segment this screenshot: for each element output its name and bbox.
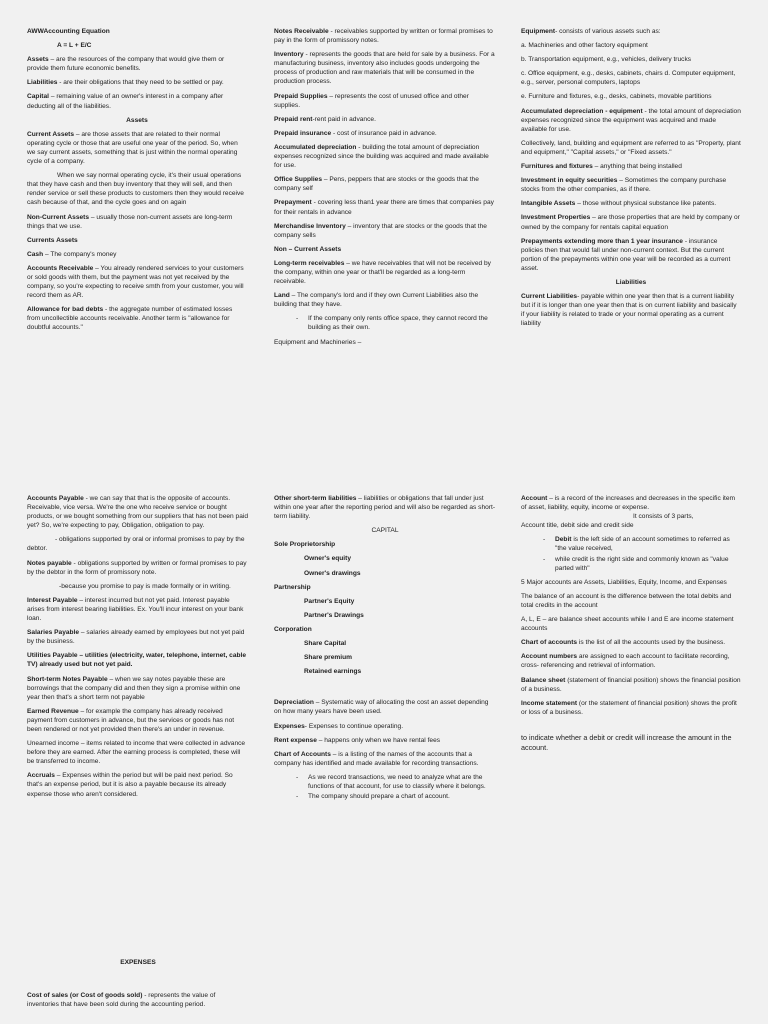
equipment-item-c: c. Office equipment, e.g., desks, cabinets, chairs d. Computer equipment, e.g., server, personal computers, laptops: [521, 70, 736, 87]
chart-of-accounts-bullets: [274, 773, 496, 801]
allowance-definition: Allowance for bad debts - the aggregate number of estimated losses from uncollectible accounts receivable. Another term is "allowance for doubtful accounts.": [27, 306, 233, 332]
accumulated-depreciation-equipment-definition: Accumulated depreciation - equipment - the total amount of depreciation expenses recognized since the equipment was acquired and made available for use.: [521, 107, 741, 133]
debit-credit-bullets: [521, 535, 741, 572]
accruals-definition: Accruals – Expenses within the period but will be paid next period. So that's an expense period, but it is also a payable because its already expense those who aren't considered.: [27, 772, 233, 798]
earned-revenue-definition: Earned Revenue – for example the company has already received payment from customers in advance, but the services or goods has not been rendered or not yet provided then there's an under in revenue.: [27, 707, 235, 733]
short-term-notes-payable-definition: Short-term Notes Payable – when we say notes payable these are borrowings that the company did and then they sign a promise within one year then that's a short term not payable: [27, 675, 241, 701]
list-item: - If the company only rents office space, they cannot record the building as their own.: [296, 314, 496, 332]
account-parts-line: Account title, debit side and credit side: [521, 522, 634, 530]
equipment-item-a: a. Machineries and other factory equipment: [521, 42, 648, 50]
bottom-column-2: [274, 494, 496, 806]
five-major-accounts: 5 Major accounts are Assets, Liabilities, Equity, Income, and Expenses: [521, 578, 727, 586]
retained-earnings: Retained earnings: [304, 668, 362, 676]
expenses-section: [27, 958, 249, 1014]
interest-payable-definition: Interest Payable – interest incurred but not yet paid. Interest payable arises from interest bearing liabilities. Ex. You'll incur interest on your bank loan.: [27, 596, 244, 623]
collectively-paragraph: Collectively, land, building and equipment are referred to as "Property, plant and equipment," "Capital assets," or "Fixed assets.": [521, 139, 741, 156]
indicate-note: to indicate whether a debit or credit will increase the amount in the account.: [521, 732, 732, 752]
notes-payable-definition: Notes payable - obligations supported by written or formal promises to pay by the debtor in the form of promissory note.: [27, 559, 247, 576]
notes-payable-note: -because you promise to pay is made formally or in writing.: [59, 582, 231, 590]
bottom-column-3: [521, 494, 741, 758]
chart-of-accounts-definition: Chart of Accounts – is a listing of the names of the accounts that a company has identified and made available for recording transactions.: [274, 750, 479, 767]
equipment-item-b: b. Transportation equipment, e.g., vehicles, delivery trucks: [521, 56, 692, 64]
owners-drawings: Owner's drawings: [304, 569, 361, 577]
balance-paragraph: The balance of an account is the difference between the total debits and total credits in the account: [521, 592, 732, 609]
bottom-column-1: [27, 494, 249, 804]
investment-definition: Investment in equity securities – Sometimes the company purchase stocks from the other companies, as if there.: [521, 177, 727, 194]
office-supplies-definition: Office Supplies – Pens, peppers that are stocks or the goods that the company self: [274, 176, 479, 193]
equation: A = L + E/C: [57, 42, 92, 50]
ale-paragraph: A, L, E – are balance sheet accounts while I and E are income statement accounts: [521, 616, 734, 633]
page-title: AWWAccounting Equation: [27, 28, 110, 35]
current-assets-definition: Current Assets – are those assets that are related to their normal operating cycle or those that are useful one year of the period. So, when we say current assets, something that is just within the normal operating cycle of a company.: [27, 130, 238, 166]
salaries-payable-definition: Salaries Payable – salaries already earned by employees but not yet paid by the business.: [27, 629, 245, 646]
expenses-heading: EXPENSES: [120, 959, 156, 966]
accounts-payable-definition: Accounts Payable - we can say that that is the opposite of accounts. Receivable, vice versa. We're the one who receive service or bought products, or we bought something from our suppliers that has not been paid yet? So, we're expecting to pay, Obligation, obligation to pay.: [27, 495, 249, 530]
land-definition: Land – The company's lord and if they own Current Liabilities also the building that they have.: [274, 292, 479, 309]
intangible-definition: Intangible Assets – those without physical substance like patents.: [521, 200, 717, 208]
capital-heading: CAPITAL: [371, 527, 399, 535]
prepayment-definition: Prepayment - covering less than1 year there are times that companies pay for their rentals in advance: [274, 199, 494, 216]
partners-drawings: Partner's Drawings: [304, 611, 364, 619]
investment-properties-definition: Investment Properties – are those properties that are held by company or owned by the company for rentals capital equation: [521, 214, 740, 231]
ar-definition: Accounts Receivable – You already rendered services to your customers or sold goods with them, but the payment was not yet received by the company, so you're expecting to receive smth from your customer, you will record them as AR.: [27, 264, 244, 300]
equipment-line: Equipment and Machineries –: [274, 338, 362, 346]
utilities-payable-definition: Utilities Payable – utilities (electricity, water, telephone, internet, cable TV) already used but not yet paid.: [27, 652, 247, 669]
partners-equity: Partner's Equity: [304, 597, 355, 605]
noncurrent-assets-heading: Non – Current Assets: [274, 245, 342, 253]
prepaid-insurance-definition: Prepaid insurance - cost of insurance paid in advance.: [274, 129, 437, 137]
income-statement-note: Income statement (or the statement of financial position) shows the profit or loss of a business.: [521, 699, 737, 716]
unearned-income-definition: Unearned income – items related to income that were collected in advance before they are earned. After the earning process is completed, these will be transferred to income.: [27, 740, 246, 766]
top-column-2: [274, 27, 496, 352]
capital-definition: Capital – remaining value of an owner's interest in a company after deducting all of the liabilities.: [27, 93, 224, 110]
equipment-definition: Equipment- consists of various assets such as:: [521, 28, 661, 35]
rent-expense-definition: Rent expense – happens only when we have rental fees: [274, 736, 441, 744]
notes-receivable-definition: Notes Receivable - receivables supported by written or formal promises to pay in the form of promissory notes.: [274, 28, 493, 45]
share-capital: Share Capital: [304, 640, 347, 648]
land-bullets: [274, 314, 496, 332]
prepaid-supplies-definition: Prepaid Supplies – represents the cost of unused office and other supplies.: [274, 92, 469, 109]
accumulated-depreciation-definition: Accumulated depreciation - building the total amount of depreciation expenses recognized since the building was acquired and made available for use.: [274, 143, 489, 170]
current-liabilities-definition: Current Liabilities- payable within one year then that is a current liability but if it is longer than one year then that is on current liability and basically if your liability is related to trade or your normal operating as a current liability: [521, 293, 737, 328]
assets-heading: Assets: [126, 116, 148, 124]
long-term-receivables-definition: Long-term receivables – we have receivables that will not be received by the company, within one year or that'll be regarded as a long-term receivable.: [274, 259, 491, 286]
partnership: Partnership: [274, 583, 311, 591]
liabilities-heading: Liabilities: [615, 278, 647, 286]
list-item: - The company should prepare a chart of account.: [296, 792, 496, 801]
furniture-definition: Furnitures and fixtures – anything that being installed: [521, 163, 682, 171]
cost-of-sales-definition: Cost of sales (or Cost of goods sold) - represents the value of inventories that have been sold during the accounting period.: [27, 992, 216, 1009]
sole-proprietorship: Sole Proprietorship: [274, 541, 336, 549]
list-item: - while credit is the right side and commonly known as "value parted with": [543, 555, 741, 573]
inventory-definition: Inventory - represents the goods that are held for sale by a business. For a manufacturing business, inventory also includes goods undergoing the process of production and raw materials that will be consumed in the production process.: [274, 51, 495, 86]
owners-equity: Owner's equity: [304, 555, 352, 563]
balance-sheet-note: Balance sheet (statement of financial position) shows the financial position of a business.: [521, 676, 741, 693]
prepayments-extending-definition: Prepayments extending more than 1 year insurance - insurance policies then that would fall under non-current context. But the current portion of the prepayments within one year will be recorded as a current asset.: [521, 237, 731, 272]
assets-definition: Assets – are the resources of the company that would give them or provide them future economic benefits.: [27, 56, 225, 73]
equipment-item-e: e. Furniture and fixtures, e.g., desks, cabinets, movable partitions: [521, 93, 712, 101]
cash-definition: Cash – The company's money: [27, 250, 117, 258]
three-parts-line: It consists of 3 parts,: [633, 513, 694, 521]
noncurrent-assets-definition: Non-Current Assets – usually those non-current assets are long-term things that we use.: [27, 213, 233, 230]
list-item: - Debit is the left side of an account sometimes to referred as "the value received,: [543, 535, 741, 553]
top-column-1: [27, 27, 247, 338]
operating-cycle-paragraph: When we say normal operating cycle, it's their usual operations that they have cash and then buy inventory that they will sell, and then render service or sell these products to customers then they would receive cash because of that, and the cycle goes and on again: [27, 172, 244, 207]
other-short-term-liabilities-definition: Other short-term liabilities – liabilities or obligations that fall under just within one year after the reporting period and will also be regarded as short-term liability.: [274, 495, 496, 521]
expenses-definition: Expenses- Expenses to continue operating.: [274, 722, 404, 730]
share-premium: Share premium: [304, 654, 353, 662]
current-assets-heading: Currents Assets: [27, 236, 78, 244]
account-definition: Account – is a record of the increases and decreases in the specific item of asset, liability, equity, income or expense.: [521, 495, 736, 512]
account-numbers-note: Account numbers are assigned to each account to facilitate recording, cross- referencing and retrieval of information.: [521, 653, 730, 670]
top-column-3: [521, 27, 741, 333]
liabilities-definition: Liabilities - are their obligations that they need to be settled or pay.: [27, 79, 224, 87]
merchandise-inventory-definition: Merchandise Inventory – inventory that are stocks or the goods that the company sells: [274, 222, 487, 239]
prepaid-rent-definition: Prepaid rent-rent paid in advance.: [274, 115, 376, 123]
obligations-paragraph: - obligations supported by oral or informal promises to pay by the debtor.: [27, 536, 245, 553]
corporation: Corporation: [274, 625, 312, 633]
depreciation-definition: Depreciation – Systematic way of allocating the cost an asset depending on how many years have been used.: [274, 699, 489, 716]
list-item: - As we record transactions, we need to analyze what are the functions of that account, for use to classify where it belongs.: [296, 773, 496, 791]
chart-of-accounts-note: Chart of accounts is the list of all the accounts used by the business.: [521, 639, 726, 647]
